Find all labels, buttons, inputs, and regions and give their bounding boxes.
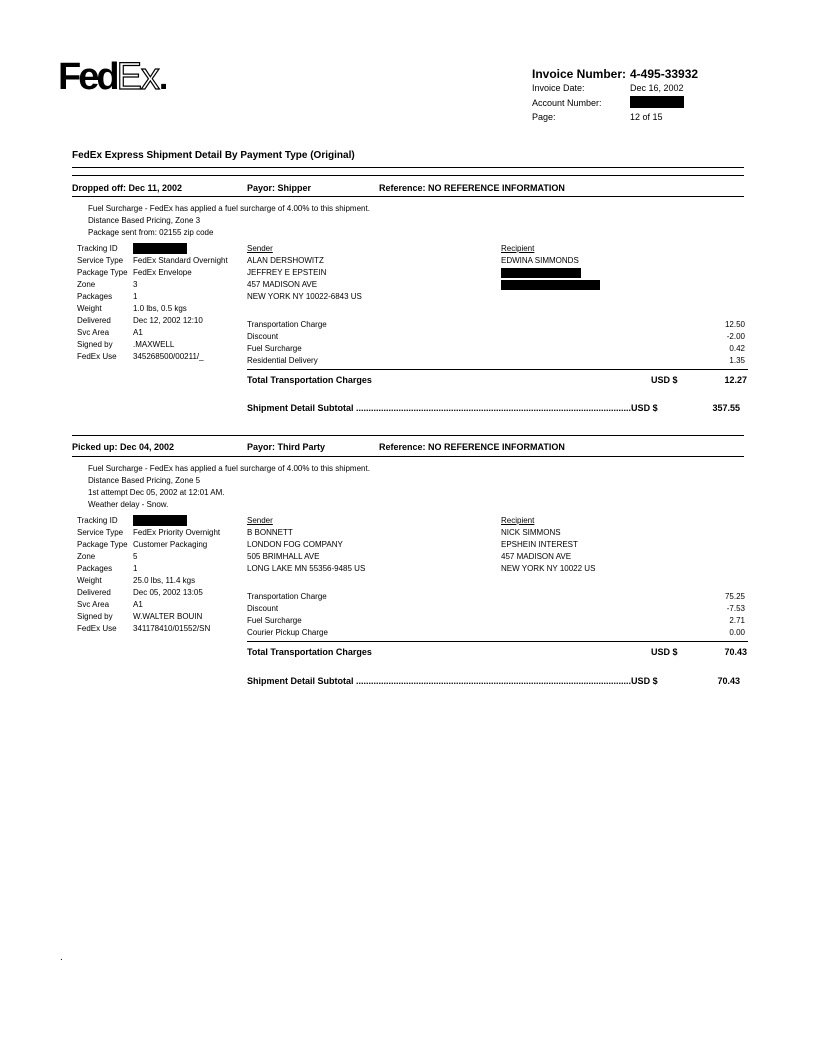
detail-label: Package Type bbox=[77, 268, 128, 277]
detail-value: 345268500/00211/_ bbox=[133, 352, 204, 361]
sender-line: ALAN DERSHOWITZ bbox=[247, 256, 324, 265]
shipment-1-total-amount: 12.27 bbox=[724, 375, 747, 385]
detail-label: Zone bbox=[77, 280, 96, 289]
note-line: Fuel Surcharge - FedEx has applied a fuel surcharge of 4.00% to this shipment. bbox=[88, 204, 370, 213]
shipment-2-pickup: Picked up: Dec 04, 2002 bbox=[72, 442, 175, 452]
shipment-2-subtotal-label: Shipment Detail Subtotal ..............................................................................................................USD $ bbox=[247, 676, 658, 686]
fedex-logo bbox=[58, 58, 165, 96]
detail-value: FedEx Standard Overnight bbox=[133, 256, 228, 265]
detail-label: Svc Area bbox=[77, 328, 110, 337]
logo-ex-text: Ex bbox=[116, 56, 159, 98]
detail-value: 341178410/01552/SN bbox=[133, 624, 211, 633]
recipient-line: NEW YORK NY 10022 US bbox=[501, 564, 596, 573]
detail-label: Package Type bbox=[77, 540, 128, 549]
detail-label: Signed by bbox=[77, 340, 113, 349]
detail-label: Service Type bbox=[77, 528, 124, 537]
shipment-2-charge-amounts bbox=[700, 591, 745, 639]
shipment-1-subtotal-amount: 357.55 bbox=[712, 403, 740, 413]
recipient-label: Recipient bbox=[501, 244, 535, 253]
shipment-1-notes bbox=[88, 203, 370, 239]
shipment-2-subtotal-amount: 70.43 bbox=[717, 676, 740, 686]
logo-fed-text: Fed bbox=[58, 56, 117, 98]
note-line: Weather delay - Snow. bbox=[88, 500, 169, 509]
detail-label: FedEx Use bbox=[77, 352, 117, 361]
detail-label: Signed by bbox=[77, 612, 113, 621]
shipment-1-charge-labels bbox=[247, 319, 327, 367]
recipient-label: Recipient bbox=[501, 516, 535, 525]
charge-label: Discount bbox=[247, 604, 279, 613]
page-value: 12 of 15 bbox=[630, 112, 663, 122]
detail-label: Tracking ID bbox=[77, 516, 118, 525]
recipient-line: NICK SIMMONS bbox=[501, 528, 561, 537]
charge-label: Fuel Surcharge bbox=[247, 344, 302, 353]
account-number-label: Account Number: bbox=[532, 98, 602, 108]
note-line: Fuel Surcharge - FedEx has applied a fuel surcharge of 4.00% to this shipment. bbox=[88, 464, 370, 473]
invoice-number-value: 4-495-33932 bbox=[630, 67, 699, 81]
shipment-2-head-rule bbox=[72, 456, 744, 457]
account-number-redaction bbox=[630, 96, 684, 108]
recipient-redaction bbox=[501, 280, 600, 290]
detail-value: A1 bbox=[133, 600, 143, 609]
detail-value: 3 bbox=[133, 280, 138, 289]
charge-amount: 2.71 bbox=[729, 616, 745, 625]
charge-label: Courier Pickup Charge bbox=[247, 628, 328, 637]
shipment-2-detail-labels bbox=[77, 515, 128, 635]
recipient-line: EDWINA SIMMONDS bbox=[501, 256, 579, 265]
detail-label: Packages bbox=[77, 564, 113, 573]
recipient-redaction bbox=[501, 268, 581, 278]
detail-value: .MAXWELL bbox=[133, 340, 175, 349]
detail-value: Customer Packaging bbox=[133, 540, 208, 549]
detail-value: FedEx Envelope bbox=[133, 268, 192, 277]
recipient-line: EPSHEIN INTEREST bbox=[501, 540, 578, 549]
shipment-1-reference: Reference: NO REFERENCE INFORMATION bbox=[379, 183, 565, 193]
note-line: Package sent from: 02155 zip code bbox=[88, 228, 214, 237]
sender-line: LONDON FOG COMPANY bbox=[247, 540, 343, 549]
shipment-1-tracking-redaction bbox=[133, 243, 187, 254]
detail-label: Zone bbox=[77, 552, 96, 561]
shipment-2-tracking-redaction bbox=[133, 515, 187, 526]
detail-label: Service Type bbox=[77, 256, 124, 265]
detail-value: Dec 12, 2002 12:10 bbox=[133, 316, 203, 325]
page-label: Page: bbox=[532, 112, 556, 122]
shipment-2-notes bbox=[88, 463, 370, 511]
detail-label: Delivered bbox=[77, 316, 111, 325]
shipment-1-subtotal-label: Shipment Detail Subtotal ..............................................................................................................USD $ bbox=[247, 403, 658, 413]
recipient-line: 457 MADISON AVE bbox=[501, 552, 572, 561]
detail-value: W.WALTER BOUIN bbox=[133, 612, 203, 621]
charge-label: Transportation Charge bbox=[247, 320, 327, 329]
invoice-number-label: Invoice Number: bbox=[532, 67, 627, 81]
shipment-2-detail-values bbox=[133, 527, 220, 635]
shipment-2-total-amount: 70.43 bbox=[724, 647, 747, 657]
shipment-1-total-currency: USD $ bbox=[651, 375, 678, 385]
invoice-date-value: Dec 16, 2002 bbox=[630, 83, 684, 93]
shipment-1-payor: Payor: Shipper bbox=[247, 183, 312, 193]
detail-value: 5 bbox=[133, 552, 138, 561]
sender-line: 457 MADISON AVE bbox=[247, 280, 318, 289]
charge-amount: 12.50 bbox=[724, 320, 745, 329]
detail-label: Weight bbox=[77, 304, 102, 313]
shipment-1-detail-labels bbox=[77, 243, 128, 363]
detail-label: Svc Area bbox=[77, 600, 110, 609]
note-line: Distance Based Pricing, Zone 3 bbox=[88, 216, 201, 225]
shipment-2-payor: Payor: Third Party bbox=[247, 442, 326, 452]
shipment-2-recipient bbox=[501, 515, 595, 575]
logo-dot: . bbox=[158, 59, 166, 97]
note-line: 1st attempt Dec 05, 2002 at 12:01 AM. bbox=[88, 488, 225, 497]
shipment-2-reference: Reference: NO REFERENCE INFORMATION bbox=[379, 442, 565, 452]
shipment-2-sender bbox=[247, 515, 365, 575]
shipment-1-charge-amounts bbox=[700, 319, 745, 367]
note-line: Distance Based Pricing, Zone 5 bbox=[88, 476, 201, 485]
detail-value: 1.0 lbs, 0.5 kgs bbox=[133, 304, 187, 313]
detail-label: Tracking ID bbox=[77, 244, 118, 253]
charge-amount: -7.53 bbox=[726, 604, 745, 613]
detail-label: Weight bbox=[77, 576, 102, 585]
shipment-2-charge-labels bbox=[247, 591, 328, 639]
charge-amount: -2.00 bbox=[726, 332, 745, 341]
document-title: FedEx Express Shipment Detail By Payment Type (Original) bbox=[72, 150, 355, 161]
charge-label: Discount bbox=[247, 332, 279, 341]
shipment-1-recipient bbox=[501, 243, 579, 267]
charge-amount: 1.35 bbox=[729, 356, 745, 365]
shipment-1-top-rule bbox=[72, 175, 744, 176]
charge-amount: 75.25 bbox=[724, 592, 745, 601]
shipment-1-head-rule bbox=[72, 196, 744, 197]
sender-line: LONG LAKE MN 55356-9485 US bbox=[247, 564, 366, 573]
shipment-2-total-currency: USD $ bbox=[651, 647, 678, 657]
shipment-2-total-label: Total Transportation Charges bbox=[247, 647, 372, 657]
title-rule bbox=[72, 167, 744, 168]
detail-label: Delivered bbox=[77, 588, 111, 597]
sender-line: 505 BRIMHALL AVE bbox=[247, 552, 320, 561]
sender-line: NEW YORK NY 10022-6843 US bbox=[247, 292, 362, 301]
detail-value: A1 bbox=[133, 328, 143, 337]
sender-label: Sender bbox=[247, 244, 273, 253]
sender-line: JEFFREY E EPSTEIN bbox=[247, 268, 327, 277]
shipment-2-top-rule bbox=[72, 435, 744, 436]
charge-label: Transportation Charge bbox=[247, 592, 327, 601]
invoice-date-label: Invoice Date: bbox=[532, 83, 585, 93]
shipment-1-sender bbox=[247, 243, 362, 303]
shipment-1-total-label: Total Transportation Charges bbox=[247, 375, 372, 385]
shipment-1-total-rule bbox=[247, 369, 748, 370]
detail-value: 1 bbox=[133, 292, 138, 301]
charge-label: Fuel Surcharge bbox=[247, 616, 302, 625]
sender-label: Sender bbox=[247, 516, 273, 525]
detail-value: 1 bbox=[133, 564, 138, 573]
detail-value: 25.0 lbs, 11.4 kgs bbox=[133, 576, 196, 585]
charge-label: Residential Delivery bbox=[247, 356, 318, 365]
detail-label: FedEx Use bbox=[77, 624, 117, 633]
footer-mark: . bbox=[60, 952, 63, 963]
detail-value: FedEx Priority Overnight bbox=[133, 528, 221, 537]
shipment-2-total-rule bbox=[247, 641, 748, 642]
shipment-1-dropoff: Dropped off: Dec 11, 2002 bbox=[72, 183, 183, 193]
detail-value: Dec 05, 2002 13:05 bbox=[133, 588, 203, 597]
charge-amount: 0.42 bbox=[729, 344, 745, 353]
detail-label: Packages bbox=[77, 292, 113, 301]
shipment-1-detail-values bbox=[133, 255, 228, 363]
sender-line: B BONNETT bbox=[247, 528, 293, 537]
charge-amount: 0.00 bbox=[729, 628, 745, 637]
